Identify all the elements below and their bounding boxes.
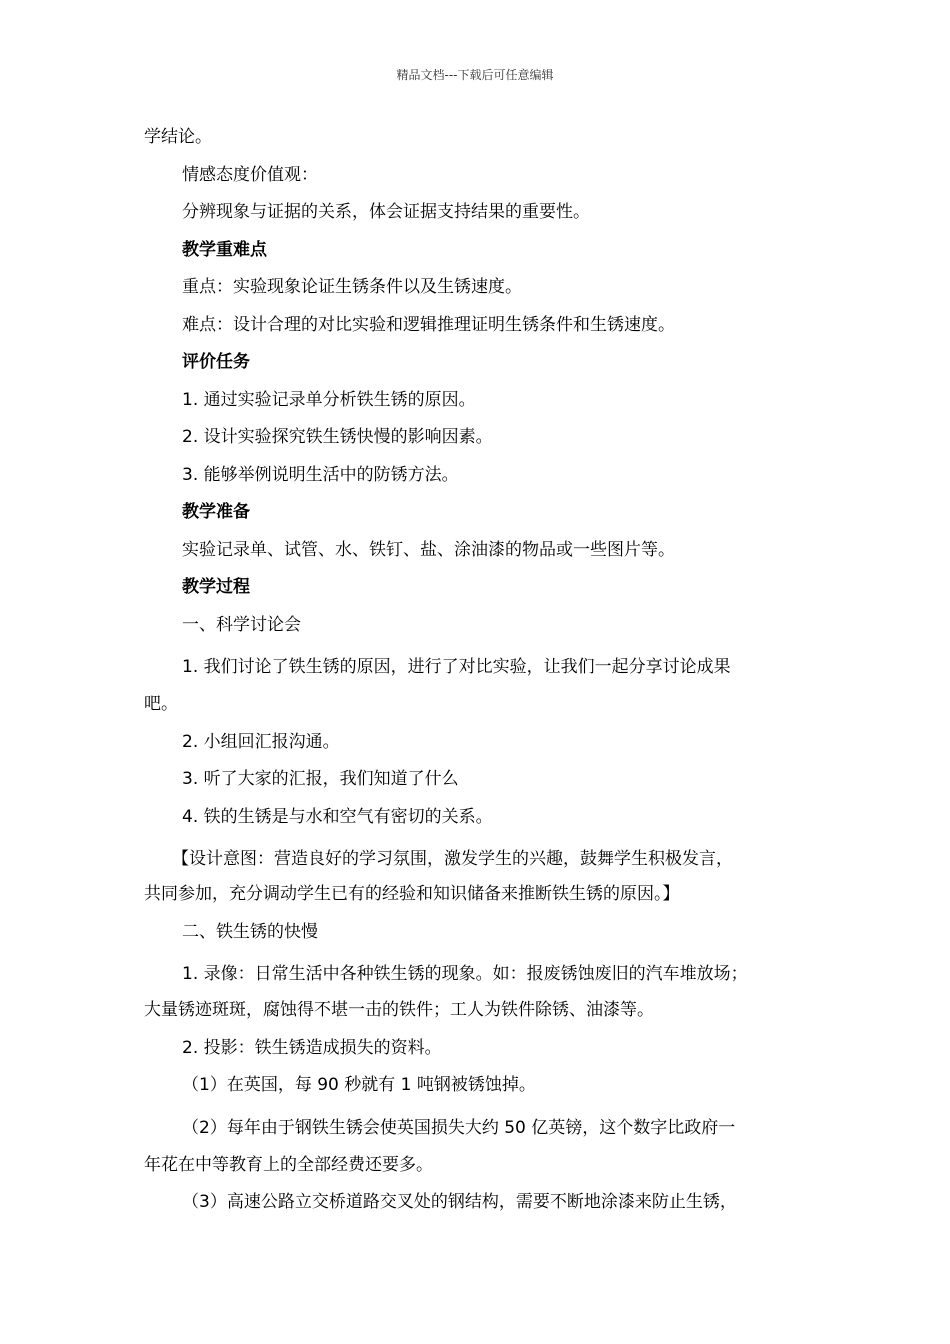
list-item: 2. 投影：铁生锈造成损失的资料。 bbox=[182, 1037, 442, 1058]
list-item: （3）高速公路立交桥道路交叉处的钢结构，需要不断地涂漆来防止生锈， bbox=[182, 1192, 737, 1212]
design-intent-note: 共同参加，充分调动学生已有的经验和知识储备来推断铁生锈的原因。】 bbox=[144, 884, 680, 904]
text-line: 年花在中等教育上的全部经费还要多。 bbox=[144, 1154, 433, 1175]
document-body bbox=[144, 122, 812, 1225]
subsection-heading: 二、铁生锈的快慢 bbox=[182, 921, 318, 942]
list-item: 3. 听了大家的汇报，我们知道了什么 bbox=[182, 769, 459, 789]
text-line: 重点：实验现象论证生锈条件以及生锈速度。 bbox=[182, 277, 522, 297]
list-item: 1. 我们讨论了铁生锈的原因，进行了对比实验，让我们一起分享讨论成果 bbox=[182, 657, 731, 677]
list-item: 1. 通过实验记录单分析铁生锈的原因。 bbox=[182, 389, 476, 410]
list-item: 4. 铁的生锈是与水和空气有密切的关系。 bbox=[182, 806, 493, 827]
section-heading: 教学重难点 bbox=[182, 239, 267, 260]
list-item: 2. 小组回汇报沟通。 bbox=[182, 731, 340, 752]
design-intent-note: 【设计意图：营造良好的学习氛围，激发学生的兴趣，鼓舞学生积极发言， bbox=[172, 849, 733, 869]
list-item: 2. 设计实验探究铁生锈快慢的影响因素。 bbox=[182, 427, 493, 447]
section-heading: 教学过程 bbox=[182, 577, 250, 597]
text-line: 实验记录单、试管、水、铁钉、盐、涂油漆的物品或一些图片等。 bbox=[182, 539, 675, 560]
page-header: 精品文档---下载后可任意编辑 bbox=[396, 68, 554, 82]
subsection-heading: 一、科学讨论会 bbox=[182, 614, 301, 635]
section-heading: 教学准备 bbox=[182, 502, 250, 522]
list-item: （1）在英国，每 90 秒就有 1 吨钢被锈蚀掉。 bbox=[182, 1075, 536, 1095]
text-line: 难点：设计合理的对比实验和逻辑推理证明生锈条件和生锈速度。 bbox=[182, 314, 675, 335]
list-item: （2）每年由于钢铁生锈会使英国损失大约 50 亿英镑，这个数字比政府一 bbox=[182, 1117, 736, 1138]
section-heading: 评价任务 bbox=[182, 352, 250, 372]
list-item: 1. 录像：日常生活中各种铁生锈的现象。如：报废锈蚀废旧的汽车堆放场； bbox=[182, 964, 748, 984]
text-line: 大量锈迹斑斑，腐蚀得不堪一击的铁件；工人为铁件除锈、油漆等。 bbox=[144, 1000, 654, 1020]
text-line: 学结论。 bbox=[144, 127, 212, 147]
text-line: 吧。 bbox=[144, 694, 178, 714]
text-line: 分辨现象与证据的关系，体会证据支持结果的重要性。 bbox=[182, 202, 590, 222]
list-item: 3. 能够举例说明生活中的防锈方法。 bbox=[182, 464, 459, 485]
text-line: 情感态度价值观： bbox=[182, 164, 318, 185]
